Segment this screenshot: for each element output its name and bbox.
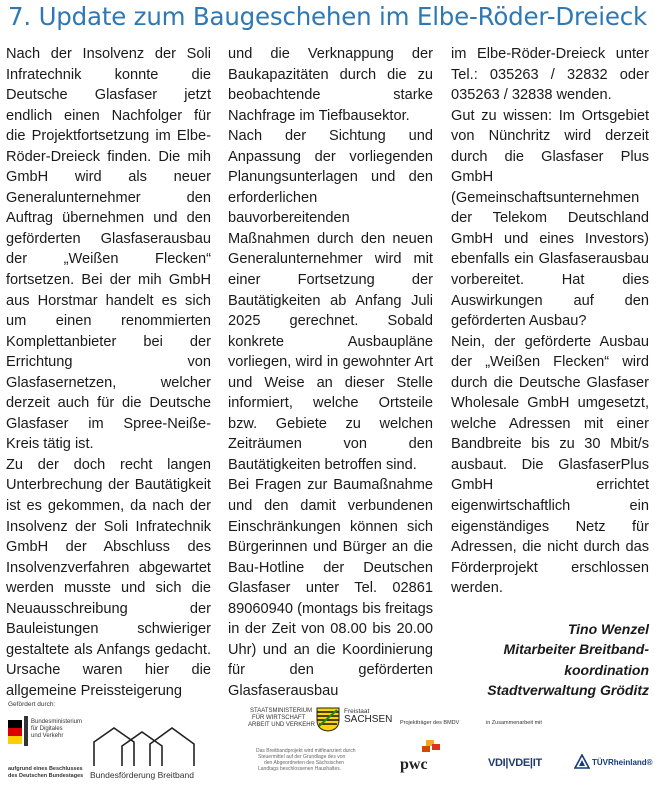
paragraph: Zu der doch recht langen Unterbrechung der Bautätigkeit ist es gekommen, da nach der Insolvenz der Soli Infratechnik GmbH der Abschluss des Insolvenzverfahren abgewartet werden musste und sich die Neuausschreibung der Bauleistungen schwieriger gestaltete als Anfangs gedacht. Ursache waren hier die allgemeine Preissteigerung bbox=[6, 456, 211, 699]
paragraph: und die Verknappung der Baukapazitäten durch die zu beobachtende starke Nachfrage im Tiefbausektor. bbox=[228, 46, 433, 124]
projekttraeger-label: Projektträger des BMDV bbox=[400, 720, 460, 726]
german-flag-icon bbox=[8, 720, 22, 744]
bmdv-name: Bundesministerium bbox=[31, 719, 83, 725]
paragraph: Bei Fragen zur Baumaßnahme und den damit verbundenen Einschränkungen können sich Bürgerinnen und Bürger an die Bau-Hotline der Deutschen Glasfaser unter Tel. 02861 89060940 (montags bis freitags in der Zeit von 08.00 bis 20.00 Uhr) und an die Koordinierung für den geförderten Glasfaserausbau bbox=[228, 477, 433, 699]
tuv-rheinland-logo: TÜVRheinland® bbox=[592, 758, 653, 767]
paragraph: Gut zu wissen: Im Ortsgebiet von Nünchritz wird derzeit durch die Glasfaser Plus GmbH (Gemeinschaftsunternehmen der Telekom Deutschland GmbH und eines Investors) ebenfalls ein Glasfaserausbau vorbereitet. Hat dies Auswirkungen auf den geförderten Ausbau? bbox=[451, 107, 649, 330]
sachsen-label: SACHSEN bbox=[344, 714, 393, 725]
signature-role: Mitarbeiter Breitband- bbox=[503, 641, 649, 658]
smwa-name: STAATSMINISTERIUM bbox=[250, 708, 313, 714]
vdi-vde-it-logo: VDI|VDE|IT bbox=[488, 757, 542, 769]
bundestag-note: des Deutschen Bundestages bbox=[8, 773, 84, 779]
bundesfoerderung-breitband-logo bbox=[92, 724, 212, 768]
freistaat-label: Freistaat bbox=[344, 708, 370, 715]
article-title: 7. Update zum Baugeschehen im Elbe-Röder-Dreieck bbox=[8, 2, 647, 31]
funded-by-label: Gefördert durch: bbox=[8, 701, 56, 708]
bmdv-name: für Digitales bbox=[31, 726, 63, 732]
paragraph: Nein, der geförderte Ausbau der „Weißen Flecken“ wird durch die Deutsche Glasfaser Wholesale GmbH umgesetzt, welche Adressen mit einer Bandbreite bis zu 30 Mbit/s ausbaut. Die GlasfaserPlus GmbH errichtet eigenwirtschaftlich ein eigenständiges Netz für Adressen, die nicht durch das Förderprojekt erschlossen werden. bbox=[451, 333, 649, 597]
pwc-logo: pwc bbox=[400, 756, 428, 773]
paragraph: Nach der Sichtung und Anpassung der vorliegenden Planungsunterlagen und den erforderlichen bauvorbereitenden Maßnahmen durch den neuen Generalunternehmer wird mit einer Fortsetzung der Bautätigkeiten ab Anfang Juli 2025 gerechnet. Sobald konkrete Ausbaupläne vorliegen, wird in gewohnter Art und Weise an dieser Stelle informiert, welche Ortsteile bzw. Gebiete zu welchen Zeiträumen von den Bautätigkeiten betroffen sind. bbox=[228, 128, 433, 473]
smwa-name: ARBEIT UND VERKEHR bbox=[248, 722, 315, 728]
eagle-icon bbox=[24, 716, 28, 746]
paragraph: Nach der Insolvenz der Soli Infratechnik konnte die Deutsche Glasfaser jetzt endlich einen Nachfolger für die Projektfortsetzung im Elbe-Röder-Dreieck finden. Die mih GmbH wird als neuer Generalunternehmer den Auftrag übernehmen und den geförderten Glasfaserausbau der „Weißen Flecken“ fortsetzen. Bei der mih GmbH aus Horstmar handelt es sich um einen renommierten Komplettanbieter bei der Errichtung von Glasfasernetzen, welcher derzeit auch für die Deutsche Glasfaser im Spree-Neiße-Kreis tätig ist. bbox=[6, 46, 211, 453]
smwa-name: FÜR WIRTSCHAFT bbox=[252, 715, 306, 721]
bundesfoerderung-label: Bundesförderung Breitband bbox=[90, 770, 194, 780]
landtag-note: Das Breitbandprojekt wird mitfinanziert durch bbox=[256, 748, 356, 754]
article-column-2 bbox=[228, 44, 433, 702]
sachsen-crest-icon bbox=[315, 706, 341, 732]
cooperation-label: in Zusammenarbeit mit bbox=[486, 720, 542, 726]
signature-role: koordination bbox=[564, 661, 649, 678]
bundestag-note: aufgrund eines Beschlusses bbox=[8, 766, 83, 772]
bmdv-name: und Verkehr bbox=[31, 733, 64, 739]
landtag-note: den Abgeordneten des Sächsischen bbox=[264, 760, 345, 766]
tuv-triangle-icon bbox=[574, 754, 590, 770]
paragraph: im Elbe-Röder-Dreieck unter Tel.: 035263 / 32832 oder 035263 / 32838 wenden. bbox=[451, 46, 649, 104]
pwc-mark-icon bbox=[420, 738, 442, 756]
landtag-note: Steuermittel auf der Grundlage des von bbox=[258, 754, 346, 760]
signature-name: Tino Wenzel bbox=[567, 620, 649, 637]
landtag-note: Landtags beschlossenen Haushaltes. bbox=[258, 766, 342, 772]
signature-block bbox=[451, 619, 649, 701]
article-column-3 bbox=[451, 44, 649, 701]
article-column-1 bbox=[6, 44, 211, 702]
signature-org: Stadtverwaltung Gröditz bbox=[487, 682, 649, 699]
